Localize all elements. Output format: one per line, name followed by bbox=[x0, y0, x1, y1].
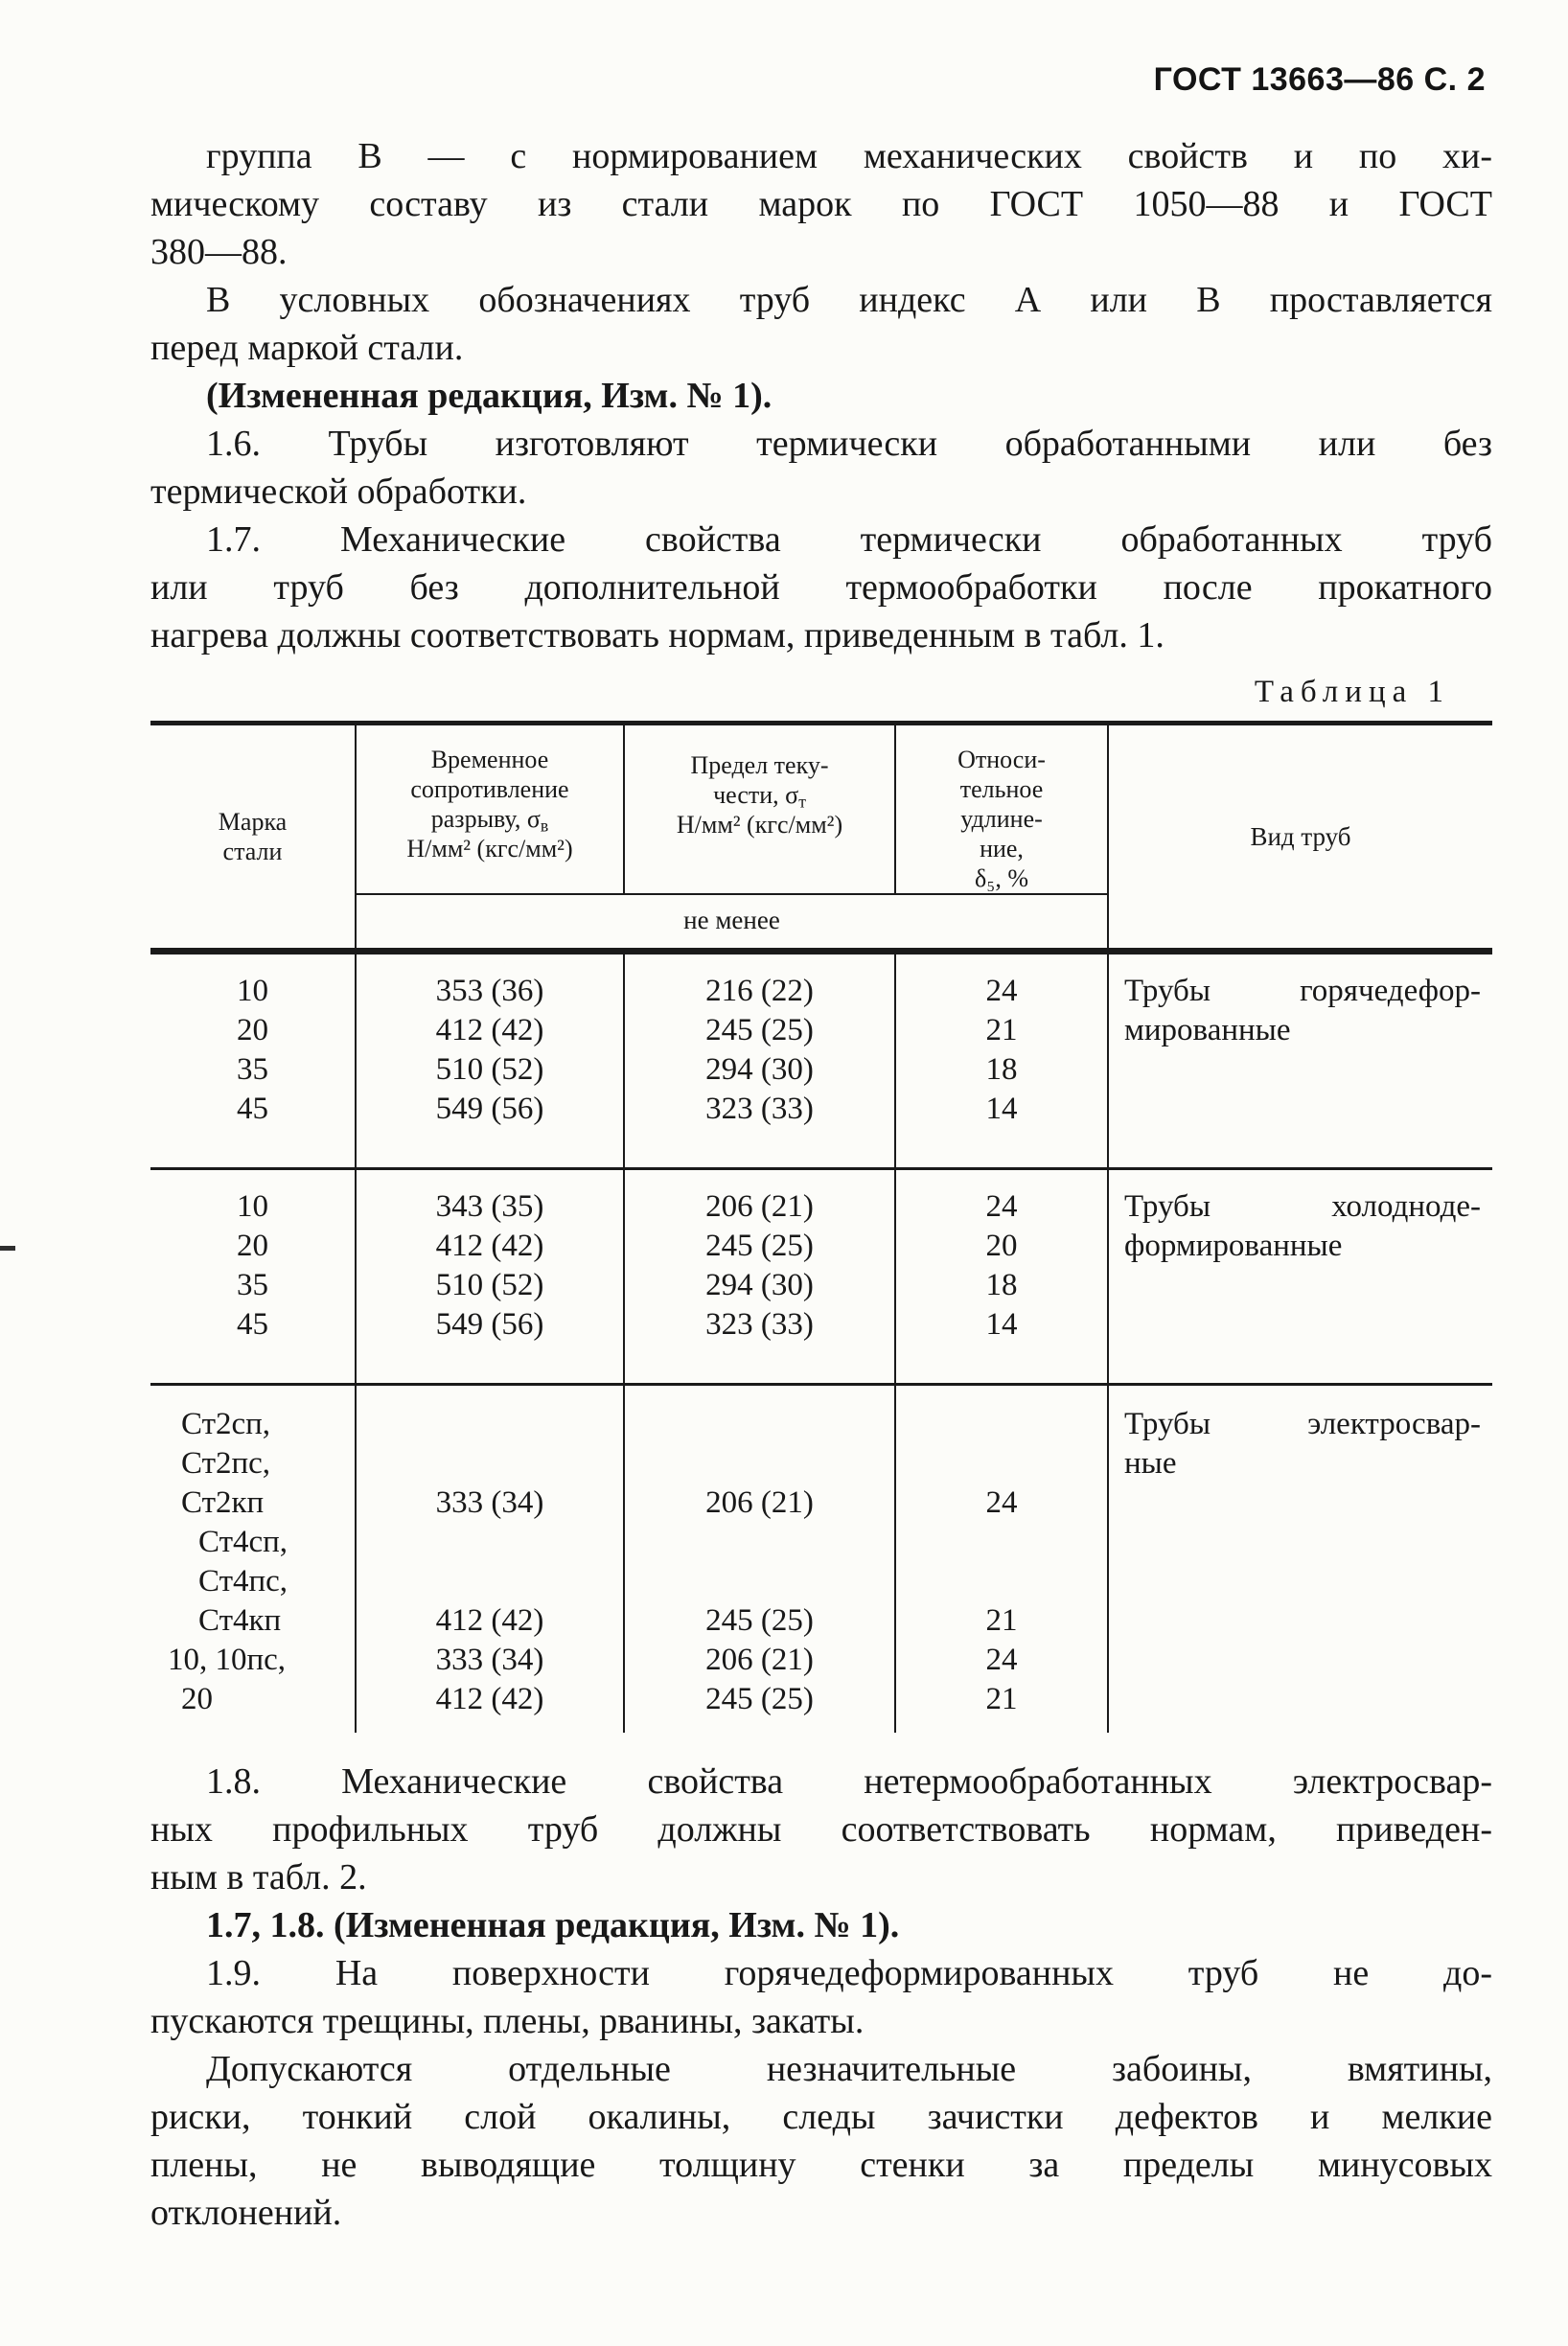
cell-line: удлине- bbox=[960, 805, 1043, 833]
cell-line: 10 bbox=[237, 974, 268, 1008]
cell-line: 245 (25) bbox=[705, 1013, 814, 1047]
text-line: ным в табл. 2. bbox=[150, 1857, 367, 1898]
elongation-cell bbox=[896, 954, 1109, 1167]
cell-line bbox=[625, 1405, 894, 1444]
text-line: перед маркой стали. bbox=[150, 328, 464, 368]
cell-line bbox=[625, 1444, 894, 1484]
elongation-cell bbox=[896, 1386, 1109, 1733]
text-line: (Измененная редакция, Изм. № 1). bbox=[206, 376, 772, 416]
cell-line: стали bbox=[222, 838, 283, 865]
table-group-electric-welded bbox=[150, 1386, 1492, 1733]
cell-line: Трубы горячедефор- bbox=[1124, 974, 1481, 1008]
cell-line bbox=[357, 1562, 623, 1601]
steel-grade-cell bbox=[150, 954, 357, 1167]
text-line: 1.7, 1.8. (Измененная редакция, Изм. № 1). bbox=[206, 1905, 900, 1945]
cell-line: 294 (30) bbox=[705, 1052, 814, 1087]
cell-line bbox=[896, 1444, 1107, 1484]
cell-line: 18 bbox=[985, 1052, 1018, 1087]
col-header-tube-kind: Вид труб bbox=[1250, 821, 1351, 851]
cell-line: 24 bbox=[985, 974, 1018, 1008]
text-line: 1.8. Механические свойства нетермообработанных электросвар- bbox=[206, 1761, 1492, 1802]
amendment-note-1 bbox=[150, 372, 1492, 420]
table-1-mechanical-properties bbox=[150, 721, 1492, 1733]
header-line: разрыву, $\sigma_в$ bbox=[430, 805, 549, 836]
cell-line: 245 (25) bbox=[705, 1603, 814, 1638]
cell-line bbox=[625, 1523, 894, 1562]
text-line: или труб без дополнительной термообработки после прокатного bbox=[150, 567, 1492, 608]
cell-line: 20 bbox=[985, 1229, 1018, 1263]
elongation-cell bbox=[896, 1170, 1109, 1383]
cell-line: 412 (42) bbox=[435, 1682, 544, 1716]
cell-line: Трубы холодноде- bbox=[1124, 1189, 1481, 1224]
amendment-note-2 bbox=[150, 1901, 1492, 1949]
text-line: 380—88. bbox=[150, 232, 288, 272]
text-line: В условных обозначениях труб индекс А или В проставляется bbox=[206, 280, 1492, 320]
cell-line bbox=[357, 1523, 623, 1562]
cell-line: 206 (21) bbox=[705, 1643, 814, 1677]
tensile-cell bbox=[357, 954, 625, 1167]
steel-grade-cell bbox=[150, 1386, 357, 1733]
cell-line: 333 (34) bbox=[435, 1643, 544, 1677]
cell-line: 206 (21) bbox=[705, 1485, 814, 1520]
tube-kind-cell bbox=[1109, 954, 1492, 1167]
text-line: ных профильных труб должны соответствовать нормам, приведен- bbox=[150, 1809, 1492, 1850]
col-header-steel-grade bbox=[150, 725, 357, 948]
cell-line: 412 (42) bbox=[435, 1603, 544, 1638]
cell-line: ные bbox=[1124, 1446, 1177, 1481]
col-header-elongation bbox=[896, 725, 1109, 893]
tensile-cell bbox=[357, 1386, 625, 1733]
cell-line: Ст2пс, bbox=[181, 1446, 271, 1481]
tube-kind-cell bbox=[1109, 1170, 1492, 1383]
cell-line: мированные bbox=[1124, 1013, 1291, 1047]
tensile-cell bbox=[357, 1170, 625, 1383]
cell-line bbox=[896, 1523, 1107, 1562]
cell-line: формированные bbox=[1124, 1229, 1343, 1263]
text-line: 1.6. Трубы изготовляют термически обработанными или без bbox=[206, 424, 1492, 464]
steel-grade-cell bbox=[150, 1170, 357, 1383]
paragraph-designations bbox=[150, 276, 1492, 372]
cell-line: 21 bbox=[985, 1682, 1018, 1716]
table-group-hot-deformed bbox=[150, 954, 1492, 1167]
cell-line: 323 (33) bbox=[705, 1307, 814, 1342]
col-header-tensile-strength bbox=[357, 725, 625, 893]
yield-cell bbox=[625, 1170, 896, 1383]
cell-line: 45 bbox=[237, 1092, 268, 1126]
cell-line bbox=[625, 1562, 894, 1601]
text-line: мическому составу из стали марок по ГОСТ 1050—88 и ГОСТ bbox=[150, 184, 1492, 224]
cell-line: 35 bbox=[237, 1268, 268, 1302]
cell-line: 10, 10пс, bbox=[168, 1643, 287, 1677]
table-header-row bbox=[150, 725, 1492, 948]
text-line: 1.7. Механические свойства термически обработанных труб bbox=[206, 519, 1492, 560]
cell-line: 549 (56) bbox=[435, 1307, 544, 1342]
text-line: Допускаются отдельные незначительные забоины, вмятины, bbox=[206, 2049, 1492, 2089]
cell-line: ние, bbox=[980, 835, 1024, 862]
cell-line: 353 (36) bbox=[435, 974, 544, 1008]
not-less-label: не менее bbox=[357, 893, 1109, 948]
table-group-cold-deformed bbox=[150, 1170, 1492, 1383]
cell-line: 24 bbox=[985, 1485, 1018, 1520]
cell-line: 24 bbox=[985, 1189, 1018, 1224]
cell-line: 45 bbox=[237, 1307, 268, 1342]
cell-line: 245 (25) bbox=[705, 1682, 814, 1716]
paragraph-1-6 bbox=[150, 420, 1492, 516]
header-line: чести, $\sigma_т$ bbox=[713, 781, 806, 812]
cell-line: Марка bbox=[218, 808, 288, 836]
cell-line: 18 bbox=[985, 1268, 1018, 1302]
document-content bbox=[150, 132, 1492, 2237]
text-line: пускаются трещины, плены, рванины, закаты. bbox=[150, 2001, 865, 2041]
text-line: группа В — с нормированием механических свойств и по хи- bbox=[206, 136, 1492, 176]
cell-line: 14 bbox=[985, 1092, 1018, 1126]
cell-line: Ст4кп bbox=[198, 1603, 282, 1638]
cell-line bbox=[357, 1405, 623, 1444]
cell-line: Ст2сп, bbox=[181, 1407, 271, 1441]
cell-line: 21 bbox=[985, 1013, 1018, 1047]
cell-line: 21 bbox=[985, 1603, 1018, 1638]
paragraph-1-8 bbox=[150, 1758, 1492, 1901]
cell-line: 294 (30) bbox=[705, 1268, 814, 1302]
text-line: нагрева должны соответствовать нормам, приведенным в табл. 1. bbox=[150, 615, 1164, 656]
cell-line: 20 bbox=[181, 1682, 213, 1716]
paragraph-group-b bbox=[150, 132, 1492, 276]
cell-line: 323 (33) bbox=[705, 1092, 814, 1126]
cell-line: δ₅, % bbox=[975, 864, 1028, 892]
cell-line: тельное bbox=[959, 775, 1044, 803]
yield-cell bbox=[625, 954, 896, 1167]
text-line: 1.9. На поверхности горячедеформированных труб не до- bbox=[206, 1953, 1492, 1993]
text-line: термической обработки. bbox=[150, 472, 527, 512]
cell-line bbox=[896, 1405, 1107, 1444]
paragraph-1-9 bbox=[150, 1949, 1492, 2045]
cell-line: Относи- bbox=[957, 746, 1046, 773]
scan-artifact-dash bbox=[0, 1246, 15, 1251]
cell-line: Ст4пс, bbox=[198, 1564, 288, 1598]
header-line: Предел теку- bbox=[690, 751, 829, 779]
cell-line: 206 (21) bbox=[705, 1189, 814, 1224]
cell-line: 549 (56) bbox=[435, 1092, 544, 1126]
cell-line bbox=[357, 1444, 623, 1484]
cell-line: 333 (34) bbox=[435, 1485, 544, 1520]
header-line: Временное bbox=[430, 746, 549, 773]
header-line: Н/мм² (кгс/мм²) bbox=[406, 835, 573, 862]
page-header-gost-number: ГОСТ 13663—86 С. 2 bbox=[1153, 61, 1486, 98]
tube-kind-cell bbox=[1109, 1386, 1492, 1733]
cell-line bbox=[896, 1562, 1107, 1601]
cell-line: 245 (25) bbox=[705, 1229, 814, 1263]
cell-line: 10 bbox=[237, 1189, 268, 1224]
header-line: Н/мм² (кгс/мм²) bbox=[676, 811, 843, 839]
paragraph-1-7 bbox=[150, 516, 1492, 659]
cell-line: 510 (52) bbox=[435, 1268, 544, 1302]
paragraph-defects bbox=[150, 2045, 1492, 2237]
cell-line: 343 (35) bbox=[435, 1189, 544, 1224]
cell-line: 510 (52) bbox=[435, 1052, 544, 1087]
col-header-yield-strength bbox=[625, 725, 896, 893]
text-line: риски, тонкий слой окалины, следы зачистки дефектов и мелкие bbox=[150, 2097, 1492, 2137]
cell-line: 20 bbox=[237, 1013, 268, 1047]
table-caption: Таблица 1 bbox=[1254, 675, 1450, 709]
cell-line: Ст4сп, bbox=[198, 1525, 288, 1559]
cell-line: 14 bbox=[985, 1307, 1018, 1342]
cell-line: 216 (22) bbox=[705, 974, 814, 1008]
cell-line: Ст2кп bbox=[181, 1485, 265, 1520]
header-double-rule bbox=[150, 948, 1492, 954]
cell-line: 20 bbox=[237, 1229, 268, 1263]
text-line: отклонений. bbox=[150, 2193, 342, 2233]
cell-line: 35 bbox=[237, 1052, 268, 1087]
cell-line: 412 (42) bbox=[435, 1229, 544, 1263]
text-line: плены, не выводящие толщину стенки за пределы минусовых bbox=[150, 2145, 1492, 2185]
cell-line: Трубы электросвар- bbox=[1124, 1407, 1481, 1441]
yield-cell bbox=[625, 1386, 896, 1733]
header-line: сопротивление bbox=[410, 775, 569, 803]
cell-line: 412 (42) bbox=[435, 1013, 544, 1047]
cell-line: 24 bbox=[985, 1643, 1018, 1677]
